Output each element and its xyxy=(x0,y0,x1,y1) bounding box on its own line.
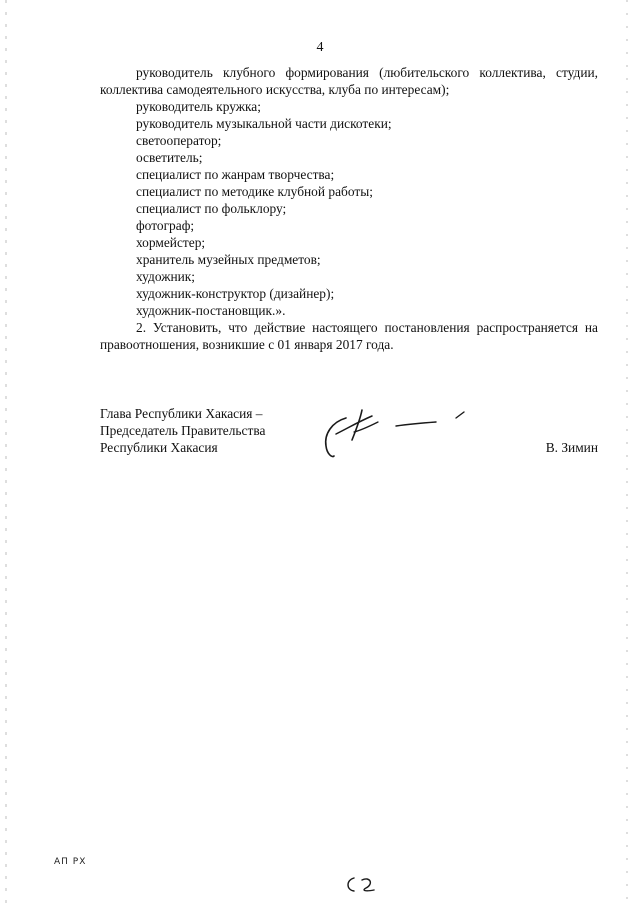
signatory-title-line: Глава Республики Хакасия – xyxy=(100,406,263,421)
occupation-list xyxy=(100,98,598,319)
page-number: 4 xyxy=(316,40,324,55)
list-item: художник-постановщик.». xyxy=(136,303,286,318)
list-item: художник-конструктор (дизайнер); xyxy=(136,286,335,301)
list-item: руководитель кружка; xyxy=(136,99,261,114)
document-body xyxy=(100,64,598,353)
list-item: хормейстер; xyxy=(136,235,206,250)
list-item: светооператор; xyxy=(136,133,222,148)
paragraph-intro: руководитель клубного формирования (любительского коллектива, студии, коллектива самодеятельного искусства, клуба по интересам); xyxy=(100,65,598,97)
list-item: художник; xyxy=(136,269,196,284)
scan-edge-left xyxy=(5,0,7,905)
signatory-title-line: Республики Хакасия xyxy=(100,440,218,455)
list-item: хранитель музейных предметов; xyxy=(136,252,321,267)
list-item: руководитель музыкальной части дискотеки; xyxy=(136,116,392,131)
scan-edge-right xyxy=(626,0,628,905)
list-item: специалист по жанрам творчества; xyxy=(136,167,335,182)
paragraph-effective-date: 2. Установить, что действие настоящего постановления распространяется на правоотношения, возникшие с 01 января 2017 года. xyxy=(100,320,598,352)
signatory-title xyxy=(100,405,320,456)
handwritten-signature xyxy=(318,404,478,464)
list-item: фотограф; xyxy=(136,218,195,233)
list-item: осветитель; xyxy=(136,150,203,165)
list-item: специалист по фольклору; xyxy=(136,201,287,216)
signatory-name: В. Зимин xyxy=(545,440,598,455)
list-item: специалист по методике клубной работы; xyxy=(136,184,373,199)
handwritten-page-mark xyxy=(340,872,388,896)
signatory-title-line: Председатель Правительства xyxy=(100,423,266,438)
footer-mark: АП РХ xyxy=(54,857,87,867)
